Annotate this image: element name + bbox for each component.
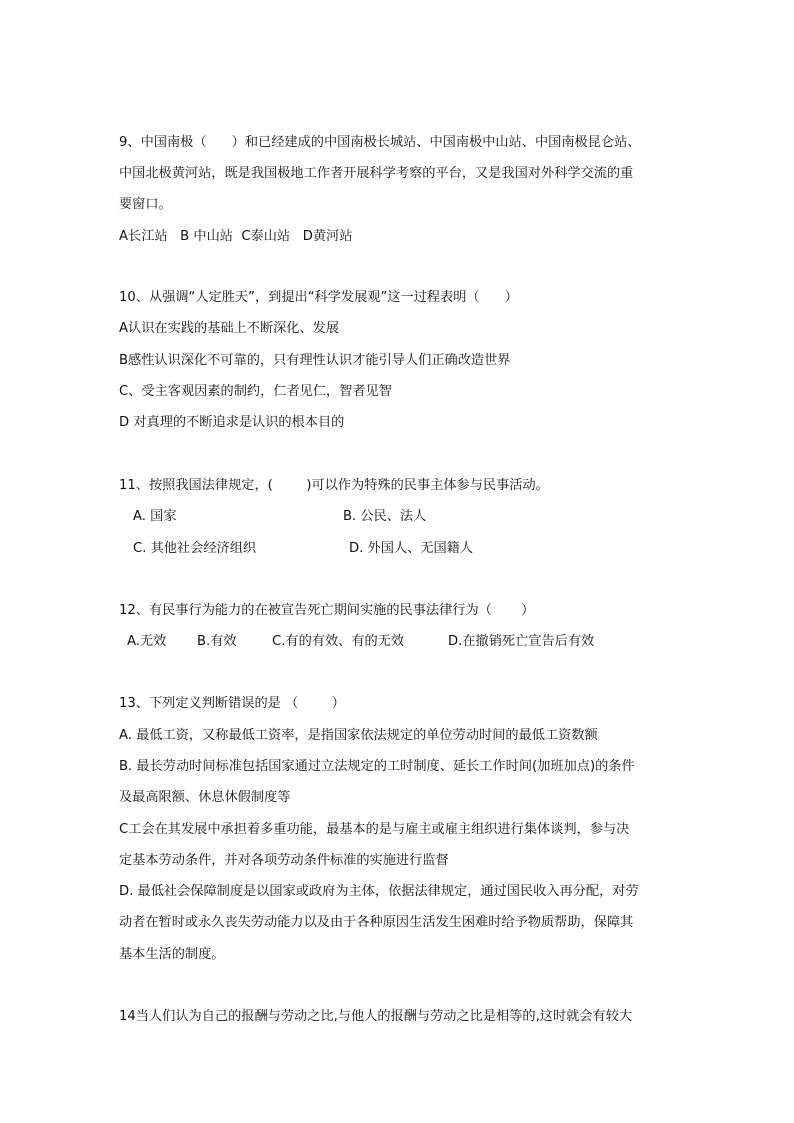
- q12-option-b: B.有效: [197, 634, 237, 649]
- q13-option-a: A. 最低工资，又称最低工资率，是指国家依法规定的单位劳动时间的最低工资数额: [119, 728, 598, 743]
- q13-option-b-line-2: 及最高限额、休息休假制度等: [119, 790, 291, 805]
- q10-option-a: A认识在实践的基础上不断深化、发展: [119, 321, 340, 336]
- q12-option-c: C.有的有效、有的无效: [272, 634, 405, 649]
- q13-option-c-line-2: 定基本劳动条件，并对各项劳动条件标准的实施进行监督: [119, 853, 449, 868]
- q10-option-d: D 对真理的不断追求是认识的根本目的: [119, 415, 345, 430]
- q9-line-1: 9、中国南极（ ）和已经建成的中国南极长城站、中国南极中山站、中国南极昆仑站、: [119, 135, 641, 150]
- q9-options: A长江站 B 中山站 C泰山站 D黄河站: [119, 229, 353, 244]
- q10-option-c: C、受主客观因素的制约，仁者见仁，智者见智: [119, 384, 392, 399]
- q10-stem: 10、从强调“人定胜天”，到提出“科学发展观”这一过程表明（ ）: [119, 290, 518, 305]
- q9-line-3: 要窗口。: [119, 197, 172, 212]
- q11-option-a: A. 国家: [133, 509, 177, 524]
- q11-option-d: D. 外国人、无国籍人: [349, 541, 474, 556]
- q13-option-d-line-1: D. 最低社会保障制度是以国家或政府为主体，依据法律规定，通过国民收入再分配，对劳: [119, 884, 639, 899]
- q10-option-b: B感性认识深化不可靠的，只有理性认识才能引导人们正确改造世界: [119, 353, 511, 368]
- q11-option-b: B. 公民、法人: [343, 509, 427, 524]
- q12-option-d: D.在撤销死亡宣告后有效: [448, 634, 595, 649]
- q13-option-c-line-1: C工会在其发展中承担着多重功能，最基本的是与雇主或雇主组织进行集体谈判，参与决: [119, 822, 630, 837]
- q11-stem: 11、按照我国法律规定，( )可以作为特殊的民事主体参与民事活动。: [119, 478, 549, 493]
- q13-option-d-line-3: 基本生活的制度。: [119, 947, 225, 962]
- q12-option-a: A.无效: [127, 634, 167, 649]
- q12-stem: 12、有民事行为能力的在被宣告死亡期间实施的民事法律行为（ ）: [119, 603, 535, 618]
- q9-line-2: 中国北极黄河站，既是我国极地工作者开展科学考察的平台，又是我国对外科学交流的重: [119, 166, 634, 181]
- q11-option-c: C. 其他社会经济组织: [133, 541, 257, 556]
- q13-option-d-line-2: 动者在暂时或永久丧失劳动能力以及由于各种原因生活发生困难时给予物质帮助，保障其: [119, 915, 634, 930]
- q14-line-1: 14当人们认为自己的报酬与劳动之比,与他人的报酬与劳动之比是相等的,这时就会有较大: [119, 1009, 633, 1024]
- q13-stem: 13、下列定义判断错误的是 （ ）: [119, 696, 345, 711]
- q13-option-b-line-1: B. 最长劳动时间标准包括国家通过立法规定的工时制度、延长工作时间(加班加点)的条件: [119, 759, 635, 774]
